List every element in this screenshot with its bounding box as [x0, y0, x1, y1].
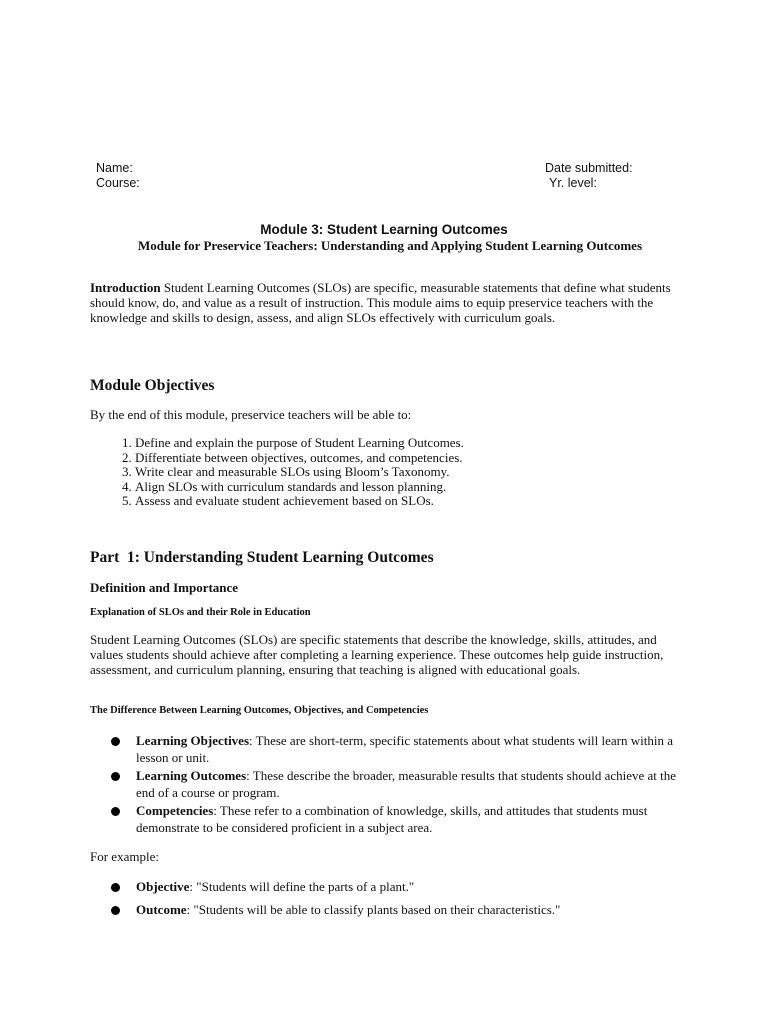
explanation-paragraph: Student Learning Outcomes (SLOs) are specific statements that describe the knowledge, skills, attitudes, and values students should achieve after completing a learning experience. These outcomes help guide instruction, assessment, and curriculum planning, ensuring that teaching is aligned with educational goals. — [90, 632, 664, 677]
example-intro: For example: — [90, 849, 159, 864]
part1-heading: Part 1: Understanding Student Learning Outcomes — [90, 549, 434, 566]
list-item — [108, 733, 688, 766]
list-item — [108, 902, 688, 919]
objective-item: 3. Write clear and measurable SLOs using Bloom’s Taxonomy. — [135, 465, 695, 480]
bullet-icon — [111, 883, 120, 892]
term: Competencies — [136, 803, 214, 818]
term-description: : "Students will be able to classify plants based on their characteristics." — [186, 901, 561, 917]
term: Learning Outcomes — [136, 768, 247, 783]
year-level-label: Yr. level: — [549, 176, 597, 190]
term: Outcome — [136, 901, 187, 917]
date-submitted-label: Date submitted: — [545, 161, 633, 175]
bullet-icon — [111, 906, 120, 915]
objective-item: 5. Assess and evaluate student achievement based on SLOs. — [135, 494, 695, 509]
introduction-text: Student Learning Outcomes (SLOs) are specific, measurable statements that define what students should know, do, and value as a result of instruction. This module aims to equip preservice teachers with the knowledge and skills to design, assess, and align SLOs effectively with curriculum goals. — [90, 280, 671, 325]
module-title: Module 3: Student Learning Outcomes — [260, 222, 508, 237]
term-description: : These describe the broader, measurable results that students should achieve at the end of a course or program. — [136, 768, 677, 800]
term: Objective — [136, 879, 190, 894]
introduction-lead: Introduction — [90, 280, 161, 295]
definition-heading: Definition and Importance — [90, 580, 239, 595]
bullet-icon — [111, 772, 120, 781]
objectives-intro: By the end of this module, preservice teachers will be able to: — [90, 407, 412, 422]
objective-item: 1. Define and explain the purpose of Student Learning Outcomes. — [135, 436, 695, 451]
name-label: Name: — [96, 161, 133, 175]
objective-item: 4. Align SLOs with curriculum standards and lesson planning. — [135, 480, 695, 495]
bullet-icon — [111, 807, 120, 816]
introduction-paragraph — [90, 280, 685, 325]
term: Learning Objectives — [136, 733, 250, 748]
objectives-heading: Module Objectives — [90, 377, 215, 394]
explanation-heading: Explanation of SLOs and their Role in Education — [90, 607, 311, 618]
objectives-list — [90, 436, 695, 509]
list-item — [108, 768, 688, 801]
list-item — [108, 803, 688, 836]
difference-list — [108, 733, 688, 838]
difference-heading: The Difference Between Learning Outcomes, Objectives, and Competencies — [90, 705, 429, 716]
course-label: Course: — [96, 176, 140, 190]
bullet-icon — [111, 737, 120, 746]
term-description: : These refer to a combination of knowledge, skills, and attitudes that students must demonstrate to be considered proficient in a subject area. — [136, 803, 648, 835]
module-subtitle: Module for Preservice Teachers: Understanding and Applying Student Learning Outcomes — [137, 238, 643, 253]
term-description: : "Students will define the parts of a plant." — [189, 879, 415, 894]
list-item — [108, 879, 688, 896]
example-list — [108, 879, 688, 920]
term-description: : These are short-term, specific statements about what students will learn within a lesson or unit. — [136, 733, 673, 765]
objective-item: 2. Differentiate between objectives, outcomes, and competencies. — [135, 451, 695, 466]
